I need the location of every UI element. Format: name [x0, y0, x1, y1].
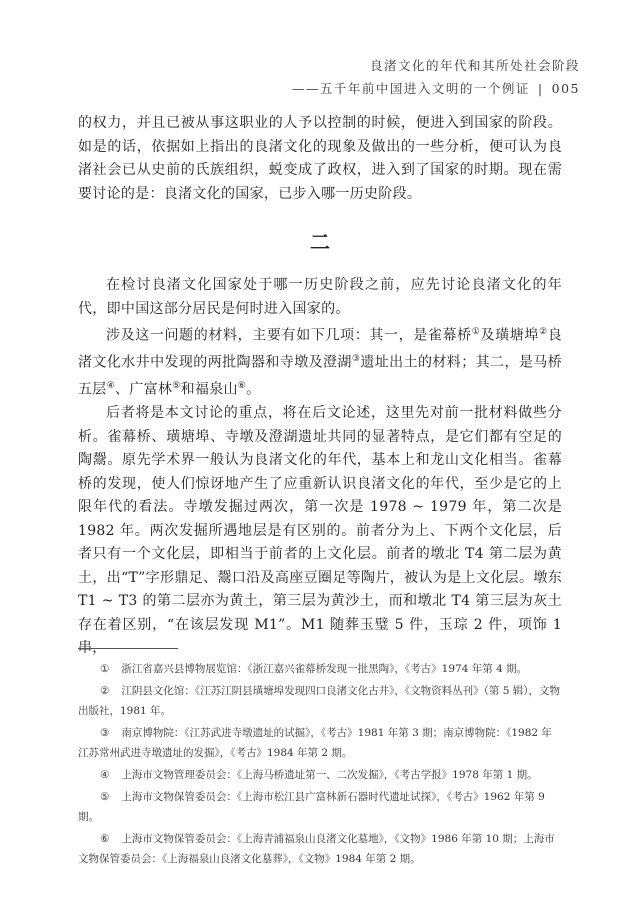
- header-title: 良渚文化的年代和其所处社会阶段: [369, 58, 580, 73]
- text-run: 、广富林: [114, 381, 173, 398]
- footnote-2: [78, 681, 562, 721]
- footnotes: [78, 659, 562, 871]
- footnote-ref-5[interactable]: ⑤: [172, 381, 181, 392]
- footnote-mark: ①: [100, 663, 110, 675]
- footnote-mark: ③: [100, 727, 110, 739]
- running-header: [292, 54, 580, 100]
- page-number: 005: [551, 81, 580, 96]
- footnote-ref-4[interactable]: ④: [106, 381, 115, 392]
- paragraph-3: [78, 321, 562, 402]
- footnote-4: [78, 765, 562, 785]
- footnote-text: 上海市文物保管委员会：《上海市松江县广富林新石器时代遗址试探》，《考古》1962 年第 9 期。: [78, 791, 545, 823]
- footnote-text: 南京博物院：《江苏武进寺墩遗址的试掘》，《考古》1981 年第 3 期；南京博物院：《1982 年江苏常州武进寺墩遗址的发掘》，《考古》1984 年第 2 期。: [78, 727, 552, 759]
- text-run: 良渚文化水井中发现的两批陶器和寺墩及澄湖: [78, 327, 563, 371]
- footnote-ref-2[interactable]: ②: [539, 327, 548, 337]
- footnote-text: 上海市文物管理委员会：《上海马桥遗址第一、二次发掘》，《考古学报》1978 年第 1 期。: [121, 769, 538, 781]
- footnote-5: [78, 787, 562, 827]
- footnote-1: [78, 659, 562, 679]
- footnote-6: [78, 829, 562, 869]
- header-subtitle-line: [292, 77, 580, 100]
- main-text: [78, 112, 562, 661]
- text-run: 和福泉山: [180, 381, 238, 398]
- footnote-divider: [78, 648, 178, 649]
- paragraph-1: 的权力，并且已被从事这职业的人予以控制的时候，便进入到国家的阶段。如是的话，依据如上指出的良渚文化的现象及做出的一些分析，便可认为良渚社会已从史前的氏族组织，蜕变成了政权，进入到了国家的时期。现在需要讨论的是：良渚文化的国家，已步入哪一历史阶段。: [78, 115, 562, 202]
- footnote-ref-3[interactable]: ③: [351, 354, 361, 365]
- paragraph-2: 在检讨良渚文化国家处于哪一历史阶段之前，应先讨论良渚文化的年代，即中国这部分居民是何时进入国家的。: [78, 277, 562, 317]
- footnote-ref-6[interactable]: ⑥: [237, 381, 247, 392]
- footnote-mark: ⑤: [100, 791, 110, 803]
- text-run: 涉及这一问题的材料，主要有如下几项：其一，是雀幕桥: [106, 327, 472, 344]
- footnote-mark: ②: [100, 685, 110, 697]
- text-run: 及璜塘埠: [480, 327, 539, 344]
- footnote-mark: ⑥: [100, 833, 110, 845]
- text-run: 。: [246, 381, 261, 398]
- footnote-text: 上海市文物保管委员会：《上海青浦福泉山良渚文化墓地》，《文物》1986 年第 10 期；上海市文物保管委员会：《上海福泉山良渚文化墓葬》，《文物》1984 年第 2 期。: [78, 833, 555, 865]
- footnote-mark: ④: [100, 769, 110, 781]
- footnote-ref-1[interactable]: ①: [471, 327, 481, 337]
- paragraph-4: 后者将是本文讨论的重点，将在后文论述，这里先对前一批材料做些分析。雀幕桥、璜塘埠、寺墩及澄湖遗址共同的显著特点，是它们都有空足的陶鬶。原先学术界一般认为良渚文化的年代，基本上和龙山文化相当。雀幕桥的发现，使人们惊讶地产生了应重新认识良渚文化的年代，至少是它的上限年代的看法。寺墩发掘过两次，第一次是 1978 ~ 1979 年，第二次是 1982 年。两次发掘所遇地层是有区别的。前者分为上、下两个文化层，后者只有一个文化层，即相当于前者的上文化层。前者的墩北 T4 第二层为黄土，出“T”字形鼎足、鬶口沿及高座豆圈足等陶片，被认为是上文化层。墩东 T1 ~ T3 的第二层亦为黄土，第三层为黄沙土，而和墩北 T4 第三层为灰土存在着区别，“在该层发现 M1”。M1 随葬玉璧 5 件，玉琮 2 件，项饰 1 串，: [78, 405, 562, 657]
- section-heading: 二: [310, 230, 330, 254]
- footnote-3: [78, 723, 562, 763]
- footnote-text: 浙江省嘉兴县博物展览馆：《浙江嘉兴雀幕桥发现一批黑陶》，《考古》1974 年第 4 期。: [121, 663, 528, 675]
- header-separator: |: [537, 81, 544, 96]
- text-run: 遗址出土的材料；其二，是马桥五层: [78, 354, 562, 398]
- footnote-text: 江阴县文化馆：《江苏江阴县璜塘埠发现四口良渚文化古井》，《文物资料丛刊》（第 5 辑），文物出版社，1981 年。: [78, 685, 561, 717]
- header-subtitle: ——五千年前中国进入文明的一个例证: [291, 81, 530, 96]
